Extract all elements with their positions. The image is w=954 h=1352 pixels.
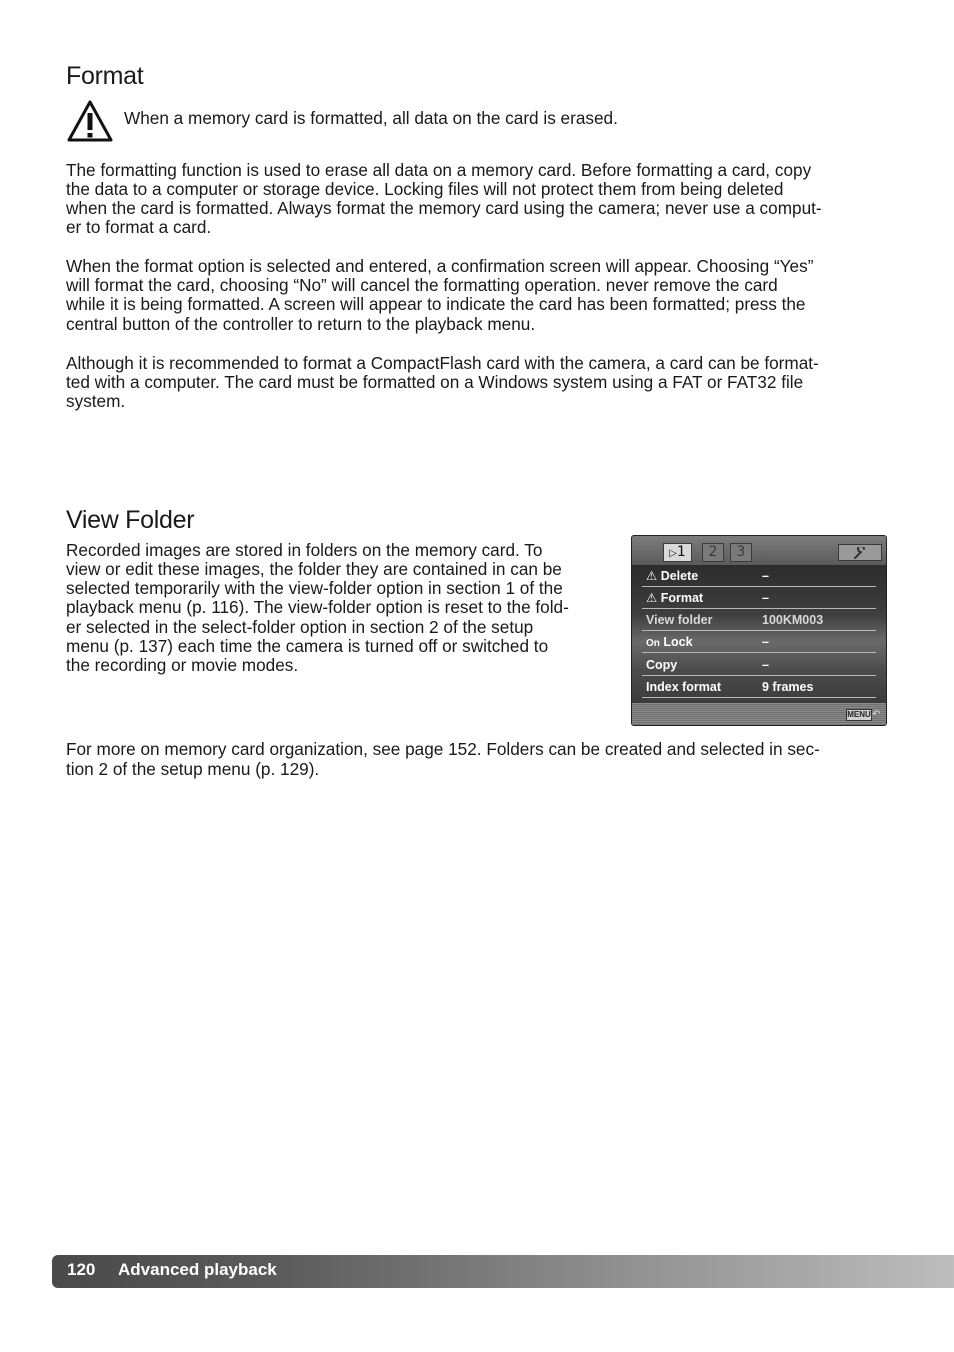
view-folder-heading: View Folder	[66, 506, 195, 534]
menu-item-delete[interactable]	[642, 565, 876, 587]
page-number: 120	[67, 1260, 96, 1279]
warning-triangle-icon	[66, 99, 114, 143]
menu-item-view-folder[interactable]	[642, 609, 876, 631]
text-line: er selected in the select-folder option in section 2 of the setup	[66, 617, 534, 637]
text-line: the recording or movie modes.	[66, 655, 299, 675]
wrench-icon	[853, 547, 867, 559]
warning-icon: ⚠	[646, 591, 658, 605]
menu-item-label: View folder	[646, 613, 713, 627]
text-line: menu (p. 137) each time the camera is turned off or switched to	[66, 636, 549, 656]
text-line: When the format option is selected and entered, a confirmation screen will appear. Choosing “Yes”	[66, 256, 814, 276]
text-line: the data to a computer or storage device. Locking files will not protect them from being deleted	[66, 179, 784, 199]
text-line: Although it is recommended to format a CompactFlash card with the camera, a card can be format-	[66, 353, 819, 373]
format-heading: Format	[66, 62, 144, 90]
menu-list	[632, 565, 886, 705]
tab-section-2[interactable]	[702, 543, 724, 562]
tab-label: 2	[708, 544, 718, 560]
menu-item-value: –	[762, 658, 769, 672]
menu-item-format[interactable]	[642, 587, 876, 609]
format-warning-text: When a memory card is formatted, all data on the card is erased.	[124, 108, 618, 128]
tab-section-3[interactable]	[730, 543, 752, 562]
return-arrow-icon: ↶	[872, 709, 881, 720]
menu-item-copy[interactable]	[642, 654, 876, 676]
menu-tab-bar	[632, 536, 886, 565]
key-icon: On	[646, 638, 660, 649]
menu-item-label: Index format	[646, 680, 722, 694]
warning-icon: ⚠	[646, 569, 658, 583]
tab-setup[interactable]	[838, 544, 882, 561]
menu-item-value: 100KM003	[762, 613, 824, 627]
menu-item-value: –	[762, 569, 769, 583]
text-line: selected temporarily with the view-folder option in section 1 of the	[66, 578, 563, 598]
text-line: when the card is formatted. Always format the memory card using the camera; never use a comput-	[66, 198, 822, 218]
text-line: er to format a card.	[66, 217, 212, 237]
menu-item-label: Delete	[660, 569, 699, 583]
menu-item-value: –	[762, 591, 769, 605]
text-line: view or edit these images, the folder they are contained in can be	[66, 559, 562, 579]
text-line: ted with a computer. The card must be formatted on a Windows system using a FAT or FAT32 file	[66, 372, 804, 392]
text-line: tion 2 of the setup menu (p. 129).	[66, 759, 320, 779]
tab-section-1[interactable]	[663, 543, 692, 562]
playback-icon: ▷	[669, 548, 677, 559]
menu-item-value: –	[762, 635, 769, 649]
text-line: system.	[66, 391, 126, 411]
menu-button[interactable]: MENU	[847, 710, 871, 719]
menu-item-lock[interactable]	[642, 631, 876, 653]
menu-item-value: 9 frames	[762, 680, 814, 694]
text-line: Recorded images are stored in folders on the memory card. To	[66, 540, 543, 560]
text-line: will format the card, choosing “No” will cancel the formatting operation. never remove the card	[66, 275, 778, 295]
text-line: playback menu (p. 116). The view-folder option is reset to the fold-	[66, 597, 569, 617]
menu-item-label: Format	[660, 591, 704, 605]
section-title: Advanced playback	[118, 1260, 277, 1279]
camera-playback-menu-screen	[631, 535, 887, 726]
tab-label: 1	[676, 544, 686, 560]
text-line: For more on memory card organization, see page 152. Folders can be created and selected in sec-	[66, 739, 820, 759]
menu-item-index-format[interactable]	[642, 676, 876, 698]
menu-item-label: Lock	[663, 635, 693, 649]
text-line: central button of the controller to return to the playback menu.	[66, 314, 536, 334]
text-line: The formatting function is used to erase all data on a memory card. Before formatting a card, copy	[66, 160, 812, 180]
menu-bottom-bar	[632, 703, 886, 725]
menu-item-label: Copy	[646, 658, 678, 672]
tab-label: 3	[736, 544, 746, 560]
text-line: while it is being formatted. A screen will appear to indicate the card has been formatted; press the	[66, 294, 806, 314]
